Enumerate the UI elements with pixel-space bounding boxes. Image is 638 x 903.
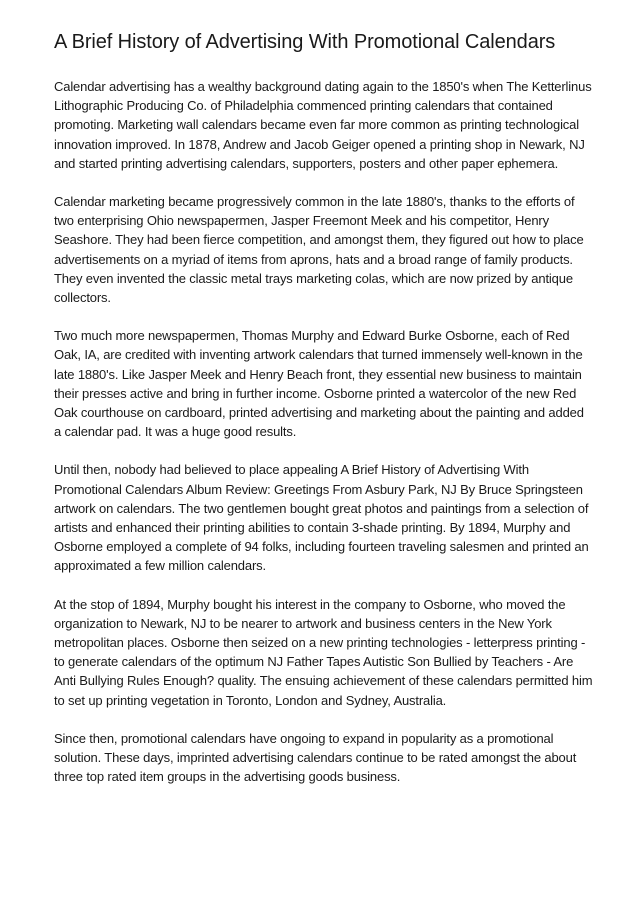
document-title: A Brief History of Advertising With Promotional Calendars (54, 31, 556, 53)
paragraph-1: Calendar advertising has a wealthy background dating again to the 1850's when The Ketterlinus Lithographic Producing Co. of Philadelphia commenced printing calendars that contained promoting. Marketing wall calendars became even far more common as printing technological innovation improved. In 1878, Andrew and Jacob Geiger opened a printing shop in Newark, NJ and started printing advertising calendars, supporters, posters and other paper ephemera. (54, 79, 592, 171)
paragraph-3: Two much more newspapermen, Thomas Murphy and Edward Burke Osborne, each of Red Oak, IA, are credited with inventing artwork calendars that turned immensely well-known in the late 1880's. Like Jasper Meek and Henry Beach front, they essential new business to maintain their presses active and bring in further income. Osborne printed a watercolor of the new Red Oak courthouse on cardboard, printed advertising and marketing about the painting and added a calendar pad. It was a huge good results. (54, 328, 584, 440)
document-page (54, 30, 594, 806)
paragraph-5: At the stop of 1894, Murphy bought his interest in the company to Osborne, who moved the organization to Newark, NJ to be nearer to artwork and business centers in the New York metropolitan places. Osborne then seized on a new printing technologies - letterpress printing - to generate calendars of the optimum NJ Father Tapes Autistic Son Bullied by Teachers - Are Anti Bullying Rules Enough? quality. The ensuing achievement of these calendars permitted him to set up printing vegetation in Toronto, London and Sydney, Australia. (54, 596, 593, 708)
paragraph-2: Calendar marketing became progressively common in the late 1880's, thanks to the efforts of two enterprising Ohio newspapermen, Jasper Freemont Meek and his competitor, Henry Seashore. They had been fierce competition, and amongst them, they figured out how to place advertisements on a myriad of items from aprons, hats and a broad range of family products. They even invented the classic metal trays marketing colas, which are now prized by antique collectors. (54, 194, 584, 306)
paragraph-6: Since then, promotional calendars have ongoing to expand in popularity as a promotional solution. These days, imprinted advertising calendars continue to be rated amongst the about three top rated item groups in the advertising goods business. (54, 730, 577, 785)
paragraph-4: Until then, nobody had believed to place appealing A Brief History of Advertising With Promotional Calendars Album Review: Greetings From Asbury Park, NJ By Bruce Springsteen artwork on calendars. The two gentlemen bought great photos and paintings from a selection of artists and enhanced their printing abilities to contain 3-shade printing. By 1894, Murphy and Osborne employed a complete of 94 folks, including fourteen traveling salesmen and printed an approximated a few million calendars. (54, 462, 589, 574)
